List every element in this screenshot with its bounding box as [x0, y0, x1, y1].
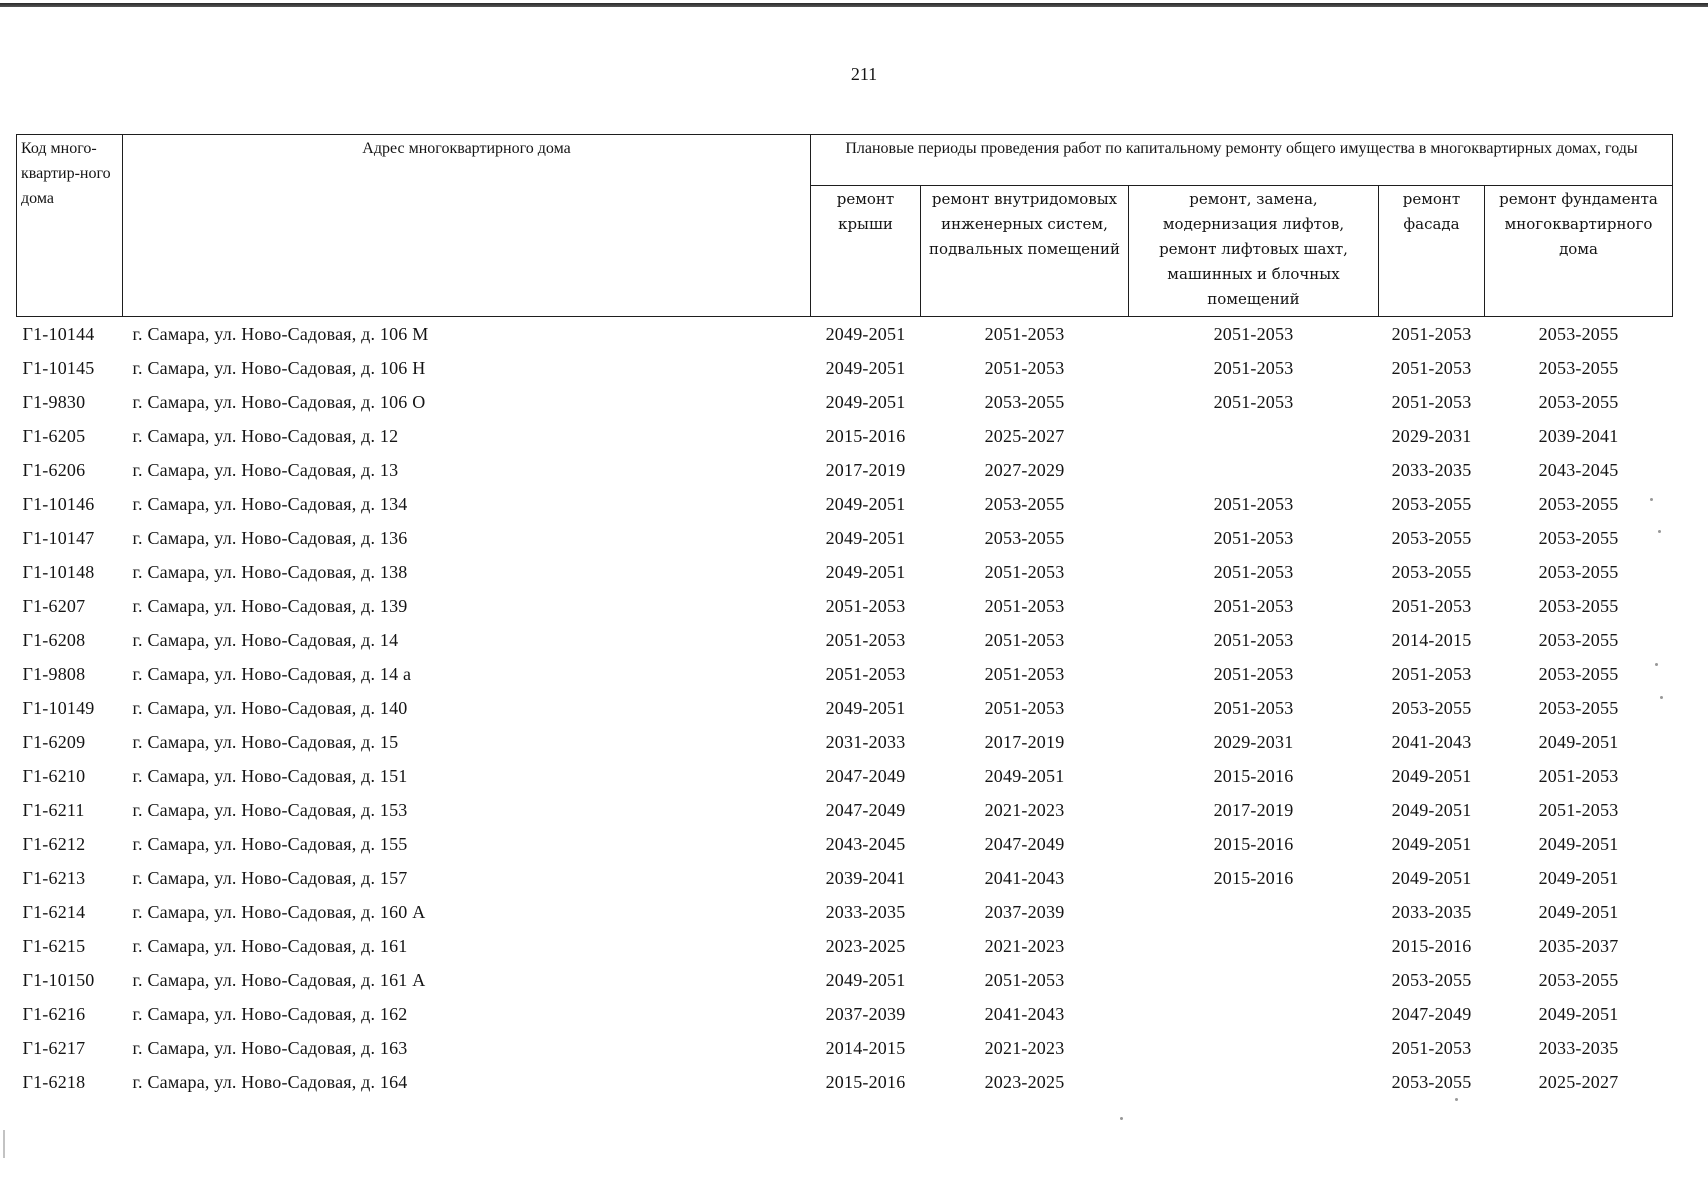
foundation-period-cell: 2033-2035: [1538, 1037, 1619, 1058]
address-cell: г. Самара, ул. Ново-Садовая, д. 14: [132, 629, 399, 650]
elevator-period-cell: 2017-2019: [1213, 799, 1294, 820]
house-code-cell: Г1-6212: [22, 833, 86, 854]
house-code-cell: Г1-10144: [22, 323, 95, 344]
elevator-period-cell: [1129, 895, 1379, 929]
roof-period-cell: 2031-2033: [825, 731, 906, 752]
header-house-code: Код много-квартир-ного дома: [17, 135, 123, 317]
house-code-cell: Г1-10148: [22, 561, 95, 582]
roof-period-cell: 2017-2019: [825, 459, 906, 480]
house-code-cell: Г1-6215: [22, 935, 86, 956]
house-code-cell: Г1-6206: [22, 459, 86, 480]
scan-speck: [1455, 1098, 1458, 1101]
elevator-period-cell: 2051-2053: [1213, 527, 1294, 548]
address-cell: г. Самара, ул. Ново-Садовая, д. 106 О: [132, 391, 426, 412]
elevator-period-cell: 2051-2053: [1213, 595, 1294, 616]
address-cell: г. Самара, ул. Ново-Садовая, д. 140: [132, 697, 408, 718]
address-cell: г. Самара, ул. Ново-Садовая, д. 160 А: [132, 901, 426, 922]
header-facade-repair: ремонт фасада: [1379, 186, 1485, 317]
scan-speck: [1120, 1117, 1123, 1120]
scan-speck: [1660, 696, 1663, 699]
facade-period-cell: 2051-2053: [1391, 357, 1472, 378]
roof-period-cell: 2051-2053: [825, 663, 906, 684]
table-row: [17, 317, 1673, 352]
roof-period-cell: 2023-2025: [825, 935, 906, 956]
table-row: [17, 623, 1673, 657]
house-code-cell: Г1-10146: [22, 493, 95, 514]
engineering-period-cell: 2021-2023: [984, 799, 1065, 820]
engineering-period-cell: 2047-2049: [984, 833, 1065, 854]
table-row: [17, 793, 1673, 827]
elevator-period-cell: 2015-2016: [1213, 867, 1294, 888]
address-cell: г. Самара, ул. Ново-Садовая, д. 153: [132, 799, 408, 820]
foundation-period-cell: 2053-2055: [1538, 391, 1619, 412]
top-border-rule: [0, 3, 1708, 7]
elevator-period-cell: [1129, 997, 1379, 1031]
roof-period-cell: 2049-2051: [825, 493, 906, 514]
roof-period-cell: 2049-2051: [825, 357, 906, 378]
table-row: [17, 895, 1673, 929]
address-cell: г. Самара, ул. Ново-Садовая, д. 106 М: [132, 323, 429, 344]
engineering-period-cell: 2051-2053: [984, 697, 1065, 718]
facade-period-cell: 2047-2049: [1391, 1003, 1472, 1024]
engineering-period-cell: 2053-2055: [984, 493, 1065, 514]
roof-period-cell: 2051-2053: [825, 629, 906, 650]
house-code-cell: Г1-10149: [22, 697, 95, 718]
roof-period-cell: 2015-2016: [825, 1071, 906, 1092]
engineering-period-cell: 2023-2025: [984, 1071, 1065, 1092]
foundation-period-cell: 2049-2051: [1538, 867, 1619, 888]
facade-period-cell: 2053-2055: [1391, 1071, 1472, 1092]
roof-period-cell: 2049-2051: [825, 561, 906, 582]
elevator-period-cell: 2051-2053: [1213, 629, 1294, 650]
table-row: [17, 521, 1673, 555]
house-code-cell: Г1-6209: [22, 731, 86, 752]
table-row: [17, 453, 1673, 487]
scan-margin-mark: [3, 1130, 5, 1158]
roof-period-cell: 2049-2051: [825, 697, 906, 718]
table-header: [17, 135, 1673, 317]
house-code-cell: Г1-9830: [22, 391, 86, 412]
address-cell: г. Самара, ул. Ново-Садовая, д. 12: [132, 425, 399, 446]
engineering-period-cell: 2021-2023: [984, 1037, 1065, 1058]
facade-period-cell: 2051-2053: [1391, 663, 1472, 684]
elevator-period-cell: [1129, 453, 1379, 487]
engineering-period-cell: 2025-2027: [984, 425, 1065, 446]
roof-period-cell: 2051-2053: [825, 595, 906, 616]
facade-period-cell: 2051-2053: [1391, 323, 1472, 344]
table-row: [17, 351, 1673, 385]
elevator-period-cell: 2051-2053: [1213, 323, 1294, 344]
house-code-cell: Г1-6207: [22, 595, 86, 616]
address-cell: г. Самара, ул. Ново-Садовая, д. 136: [132, 527, 408, 548]
foundation-period-cell: 2049-2051: [1538, 833, 1619, 854]
engineering-period-cell: 2051-2053: [984, 323, 1065, 344]
facade-period-cell: 2051-2053: [1391, 1037, 1472, 1058]
elevator-period-cell: 2051-2053: [1213, 357, 1294, 378]
foundation-period-cell: 2053-2055: [1538, 663, 1619, 684]
facade-period-cell: 2033-2035: [1391, 901, 1472, 922]
foundation-period-cell: 2053-2055: [1538, 697, 1619, 718]
table-row: [17, 725, 1673, 759]
header-elevators: ремонт, замена, модернизация лифтов, ремонт лифтовых шахт, машинных и блочных помещений: [1129, 186, 1379, 317]
roof-period-cell: 2043-2045: [825, 833, 906, 854]
engineering-period-cell: 2053-2055: [984, 391, 1065, 412]
elevator-period-cell: [1129, 963, 1379, 997]
facade-period-cell: 2049-2051: [1391, 765, 1472, 786]
engineering-period-cell: 2051-2053: [984, 595, 1065, 616]
facade-period-cell: 2053-2055: [1391, 493, 1472, 514]
address-cell: г. Самара, ул. Ново-Садовая, д. 134: [132, 493, 408, 514]
table-row: [17, 997, 1673, 1031]
address-cell: г. Самара, ул. Ново-Садовая, д. 13: [132, 459, 399, 480]
engineering-period-cell: 2027-2029: [984, 459, 1065, 480]
facade-period-cell: 2051-2053: [1391, 391, 1472, 412]
house-code-cell: Г1-6205: [22, 425, 86, 446]
address-cell: г. Самара, ул. Ново-Садовая, д. 15: [132, 731, 399, 752]
engineering-period-cell: 2041-2043: [984, 1003, 1065, 1024]
elevator-period-cell: [1129, 1031, 1379, 1065]
table-row: [17, 657, 1673, 691]
header-engineering-systems: ремонт внутридомовых инженерных систем, подвальных помещений: [921, 186, 1129, 317]
roof-period-cell: 2037-2039: [825, 1003, 906, 1024]
facade-period-cell: 2041-2043: [1391, 731, 1472, 752]
scan-speck: [1658, 530, 1661, 533]
facade-period-cell: 2053-2055: [1391, 527, 1472, 548]
foundation-period-cell: 2049-2051: [1538, 1003, 1619, 1024]
engineering-period-cell: 2051-2053: [984, 663, 1065, 684]
facade-period-cell: 2051-2053: [1391, 595, 1472, 616]
address-cell: г. Самара, ул. Ново-Садовая, д. 163: [132, 1037, 408, 1058]
foundation-period-cell: 2053-2055: [1538, 527, 1619, 548]
foundation-period-cell: 2053-2055: [1538, 357, 1619, 378]
repair-schedule-table: [16, 134, 1673, 1099]
table-body: [17, 317, 1673, 1100]
table-row: [17, 419, 1673, 453]
address-cell: г. Самара, ул. Ново-Садовая, д. 161: [132, 935, 408, 956]
elevator-period-cell: 2051-2053: [1213, 493, 1294, 514]
address-cell: г. Самара, ул. Ново-Садовая, д. 151: [132, 765, 408, 786]
house-code-cell: Г1-6214: [22, 901, 86, 922]
address-cell: г. Самара, ул. Ново-Садовая, д. 14 а: [132, 663, 412, 684]
foundation-period-cell: 2051-2053: [1538, 765, 1619, 786]
foundation-period-cell: 2053-2055: [1538, 629, 1619, 650]
elevator-period-cell: 2051-2053: [1213, 697, 1294, 718]
scan-speck: [1650, 498, 1653, 501]
foundation-period-cell: 2049-2051: [1538, 731, 1619, 752]
table-row: [17, 589, 1673, 623]
house-code-cell: Г1-6208: [22, 629, 86, 650]
engineering-period-cell: 2051-2053: [984, 357, 1065, 378]
table-row: [17, 1031, 1673, 1065]
house-code-cell: Г1-6210: [22, 765, 86, 786]
engineering-period-cell: 2021-2023: [984, 935, 1065, 956]
roof-period-cell: 2049-2051: [825, 391, 906, 412]
engineering-period-cell: 2017-2019: [984, 731, 1065, 752]
elevator-period-cell: 2051-2053: [1213, 391, 1294, 412]
roof-period-cell: 2049-2051: [825, 527, 906, 548]
facade-period-cell: 2049-2051: [1391, 867, 1472, 888]
engineering-period-cell: 2049-2051: [984, 765, 1065, 786]
foundation-period-cell: 2039-2041: [1538, 425, 1619, 446]
engineering-period-cell: 2051-2053: [984, 561, 1065, 582]
roof-period-cell: 2014-2015: [825, 1037, 906, 1058]
elevator-period-cell: 2029-2031: [1213, 731, 1294, 752]
repair-schedule-table-container: [16, 134, 1672, 1099]
house-code-cell: Г1-6217: [22, 1037, 86, 1058]
engineering-period-cell: 2041-2043: [984, 867, 1065, 888]
foundation-period-cell: 2053-2055: [1538, 323, 1619, 344]
facade-period-cell: 2014-2015: [1391, 629, 1472, 650]
roof-period-cell: 2049-2051: [825, 323, 906, 344]
scan-speck: [1655, 663, 1658, 666]
elevator-period-cell: 2015-2016: [1213, 765, 1294, 786]
elevator-period-cell: [1129, 929, 1379, 963]
foundation-period-cell: 2053-2055: [1538, 493, 1619, 514]
house-code-cell: Г1-10147: [22, 527, 95, 548]
house-code-cell: Г1-6213: [22, 867, 86, 888]
engineering-period-cell: 2051-2053: [984, 629, 1065, 650]
table-row: [17, 861, 1673, 895]
roof-period-cell: 2015-2016: [825, 425, 906, 446]
facade-period-cell: 2049-2051: [1391, 833, 1472, 854]
house-code-cell: Г1-10150: [22, 969, 95, 990]
facade-period-cell: 2049-2051: [1391, 799, 1472, 820]
engineering-period-cell: 2037-2039: [984, 901, 1065, 922]
address-cell: г. Самара, ул. Ново-Садовая, д. 139: [132, 595, 408, 616]
foundation-period-cell: 2053-2055: [1538, 595, 1619, 616]
elevator-period-cell: [1129, 419, 1379, 453]
roof-period-cell: 2039-2041: [825, 867, 906, 888]
table-row: [17, 1065, 1673, 1099]
facade-period-cell: 2033-2035: [1391, 459, 1472, 480]
facade-period-cell: 2053-2055: [1391, 969, 1472, 990]
address-cell: г. Самара, ул. Ново-Садовая, д. 155: [132, 833, 408, 854]
foundation-period-cell: 2053-2055: [1538, 561, 1619, 582]
facade-period-cell: 2053-2055: [1391, 561, 1472, 582]
elevator-period-cell: 2051-2053: [1213, 561, 1294, 582]
facade-period-cell: 2053-2055: [1391, 697, 1472, 718]
foundation-period-cell: 2049-2051: [1538, 901, 1619, 922]
address-cell: г. Самара, ул. Ново-Садовая, д. 157: [132, 867, 408, 888]
house-code-cell: Г1-6218: [22, 1071, 86, 1092]
address-cell: г. Самара, ул. Ново-Садовая, д. 106 Н: [132, 357, 426, 378]
roof-period-cell: 2047-2049: [825, 799, 906, 820]
elevator-period-cell: 2051-2053: [1213, 663, 1294, 684]
header-foundation-repair: ремонт фундамента многоквартирного дома: [1485, 186, 1673, 317]
elevator-period-cell: 2015-2016: [1213, 833, 1294, 854]
table-row: [17, 691, 1673, 725]
table-row: [17, 929, 1673, 963]
table-row: [17, 385, 1673, 419]
elevator-period-cell: [1129, 1065, 1379, 1099]
roof-period-cell: 2047-2049: [825, 765, 906, 786]
address-cell: г. Самара, ул. Ново-Садовая, д. 138: [132, 561, 408, 582]
roof-period-cell: 2049-2051: [825, 969, 906, 990]
house-code-cell: Г1-10145: [22, 357, 95, 378]
facade-period-cell: 2015-2016: [1391, 935, 1472, 956]
engineering-period-cell: 2051-2053: [984, 969, 1065, 990]
address-cell: г. Самара, ул. Ново-Садовая, д. 162: [132, 1003, 408, 1024]
address-cell: г. Самара, ул. Ново-Садовая, д. 164: [132, 1071, 408, 1092]
foundation-period-cell: 2043-2045: [1538, 459, 1619, 480]
table-row: [17, 827, 1673, 861]
address-cell: г. Самара, ул. Ново-Садовая, д. 161 А: [132, 969, 426, 990]
house-code-cell: Г1-6211: [22, 799, 85, 820]
house-code-cell: Г1-6216: [22, 1003, 86, 1024]
foundation-period-cell: 2035-2037: [1538, 935, 1619, 956]
foundation-period-cell: 2051-2053: [1538, 799, 1619, 820]
header-address: Адрес многоквартирного дома: [123, 135, 811, 317]
page-number: 211: [850, 64, 878, 84]
foundation-period-cell: 2025-2027: [1538, 1071, 1619, 1092]
foundation-period-cell: 2053-2055: [1538, 969, 1619, 990]
roof-period-cell: 2033-2035: [825, 901, 906, 922]
table-row: [17, 963, 1673, 997]
house-code-cell: Г1-9808: [22, 663, 86, 684]
header-roof-repair: ремонт крыши: [811, 186, 921, 317]
table-row: [17, 555, 1673, 589]
engineering-period-cell: 2053-2055: [984, 527, 1065, 548]
table-row: [17, 759, 1673, 793]
header-planned-periods: Плановые периоды проведения работ по капитальному ремонту общего имущества в многоквартирных домах, годы: [811, 135, 1673, 186]
table-row: [17, 487, 1673, 521]
facade-period-cell: 2029-2031: [1391, 425, 1472, 446]
